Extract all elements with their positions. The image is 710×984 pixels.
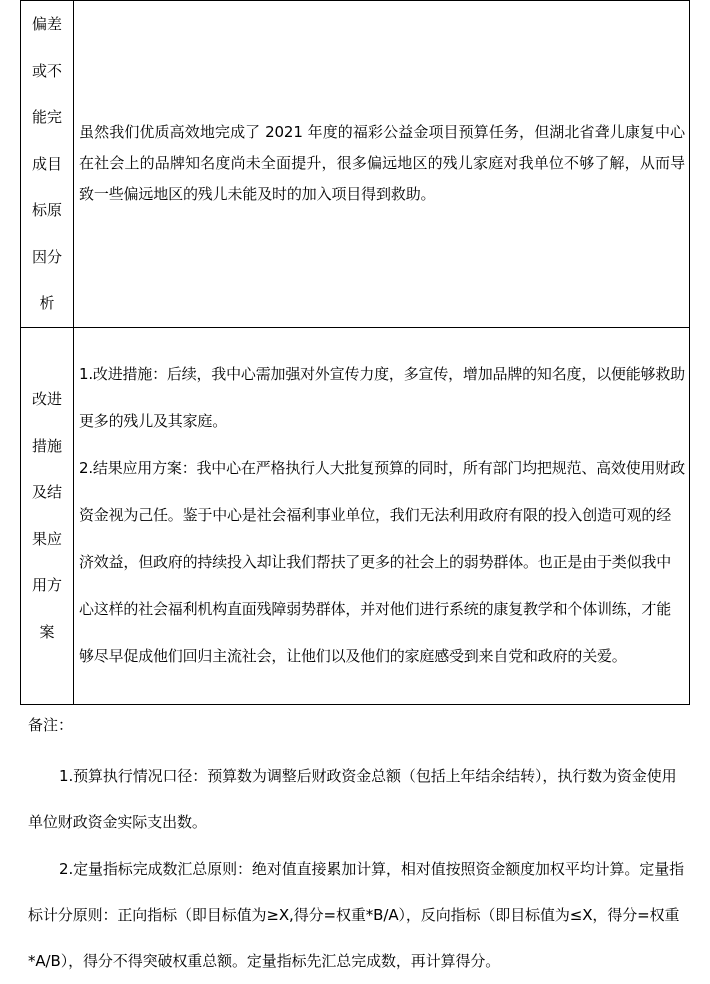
note-scoring-principle: 2.定量指标完成数汇总原则：绝对值直接累加计算，相对值按照资金额度加权平均计算。定量指标计分原则：正向指标（即目标值为≥X,得分=权重*B/A），反向指标（即目标值为≤X，得分=权重*A/B），得分不得突破权重总额。定量指标先汇总完成数，再计算得分。 — [28, 860, 685, 970]
row-label-cell — [21, 1, 74, 328]
row-content-cell — [74, 1, 690, 328]
note-budget-execution: 1.预算执行情况口径：预算数为调整后财政资金总额（包括上年结余结转），执行数为资金使用单位财政资金实际支出数。 — [28, 767, 677, 831]
row-label-improvement: 改进措施及结果应用方案 — [31, 390, 62, 641]
notes-title: 备注： — [28, 716, 74, 734]
row-label-deviation: 偏差或不能完成目标原因分析 — [31, 15, 62, 312]
deviation-analysis-text: 虽然我们优质高效地完成了 2021 年度的福彩公益金项目预算任务，但湖北省聋儿康复中心在社会上的品牌知名度尚未全面提升，很多偏远地区的残儿家庭对我单位不够了解，从而导致一些偏远地区的残儿未能及时的加入项目得到救助。 — [79, 123, 685, 204]
result-application-text: 2.结果应用方案：我中心在严格执行人大批复预算的同时，所有部门均把规范、高效使用财政资金视为己任。鉴于中心是社会福利事业单位，我们无法利用政府有限的投入创造可观的经济效益，但政府的持续投入却让我们帮扶了更多的社会上的弱势群体。也正是由于类似我中心这样的社会福利机构直面残障弱势群体，并对他们进行系统的康复教学和个体训练，才能够尽早促成他们回归主流社会，让他们以及他们的家庭感受到来自党和政府的关爱。 — [79, 459, 685, 665]
improvement-measures-text: 1.改进措施：后续，我中心需加强对外宣传力度，多宣传，增加品牌的知名度，以便能够救助更多的残儿及其家庭。 — [79, 365, 685, 430]
row-label-cell — [21, 327, 74, 704]
table-row-deviation — [21, 1, 690, 328]
evaluation-table — [20, 0, 690, 705]
table-row-improvement — [21, 327, 690, 704]
row-content-cell — [74, 327, 690, 704]
